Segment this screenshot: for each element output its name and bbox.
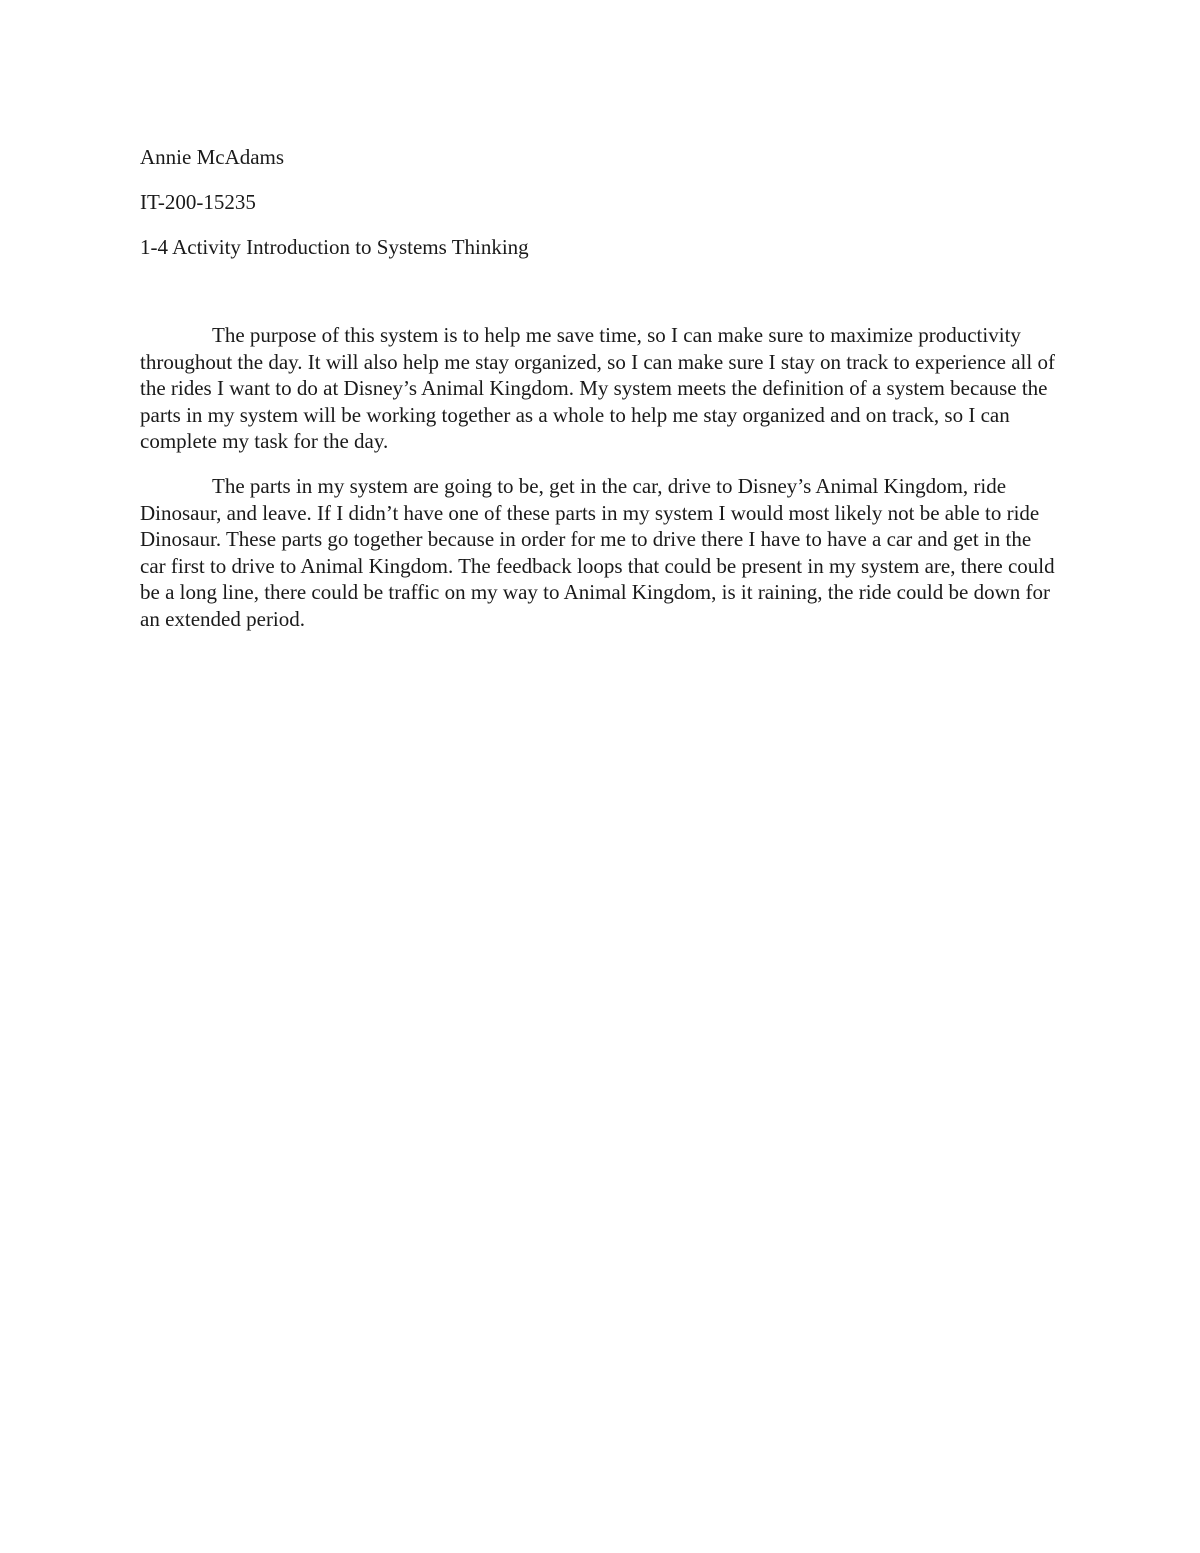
course-code: IT-200-15235: [140, 190, 256, 214]
assignment-title: 1-4 Activity Introduction to Systems Thinking: [140, 235, 529, 259]
header-spacer: [140, 279, 1060, 322]
author-name: Annie McAdams: [140, 145, 285, 169]
paragraph-2: The parts in my system are going to be, get in the car, drive to Disney’s Animal Kingdom, ride Dinosaur, and leave. If I didn’t have one of these parts in my system I would most likely not be able to ride Dinosaur. These parts go together because in order for me to drive there I have to have a car and get in the car first to drive to Animal Kingdom. The feedback loops that could be present in my system are, there could be a long line, there could be traffic on my way to Animal Kingdom, is it raining, the ride could be down for an extended period.: [140, 473, 1055, 631]
document-body: [140, 144, 1060, 651]
paragraph-1: The purpose of this system is to help me save time, so I can make sure to maximize productivity throughout the day. It will also help me stay organized, so I can make sure I stay on track to experience all of the rides I want to do at Disney’s Animal Kingdom. My system meets the definition of a system because the parts in my system will be working together as a whole to help me stay organized and on track, so I can complete my task for the day.: [140, 323, 1055, 454]
